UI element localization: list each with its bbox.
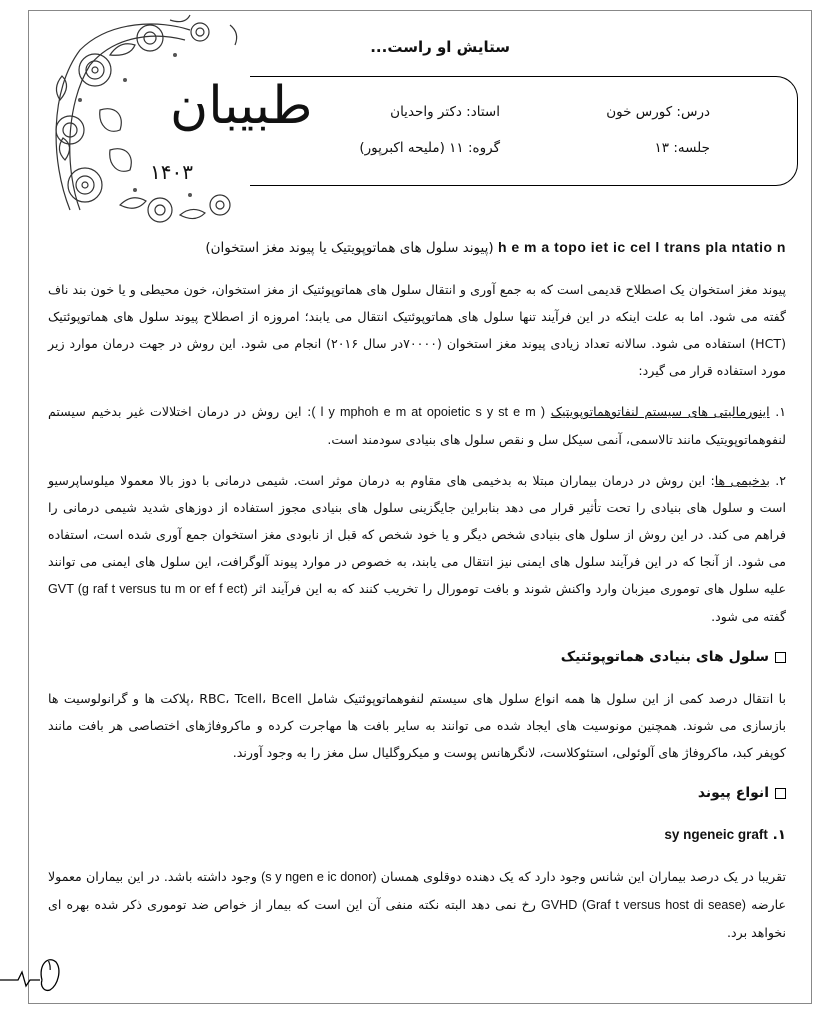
header-box [250, 76, 798, 186]
session-label: جلسه: ۱۳ [654, 140, 710, 156]
year-label: ۱۴۰۳ [150, 160, 193, 184]
item-term: بدخیمی ها [714, 473, 770, 488]
group-label: گروه: ۱۱ (ملیحه اکبرپور) [359, 140, 500, 156]
brand-logo: طبیبان [170, 76, 313, 136]
teacher-label: استاد: دکتر واحدیان [390, 104, 500, 120]
item-number: ۱. [775, 404, 786, 419]
blessing-text: ستایش او راست... [370, 38, 510, 56]
intro-paragraph: پیوند مغز استخوان یک اصطلاح قدیمی است که به جمع آوری و انتقال سلول های هماتوپوئتیک از مغز استخوان، خون محیطی و یا خون بند ناف گفته می شود. اما به علت اینکه در این فرآیند تنها سلول های هماتوپوئتیک انتقال می یابند؛ امروزه از اصطلاح پیوند سلول های هماتوپوئتیک (HCT) استفاده می شود. سالانه تعداد زیادی پیوند مغز استخوان (۷۰۰۰۰در سال ۲۰۱۶) انجام می شود. این روش در جهت درمان موارد زیر مورد استفاده قرار می گیرد: [48, 282, 786, 378]
page-number: ۱ [46, 958, 54, 974]
donor-latin: (s y ngen e ic donor) [261, 870, 377, 884]
document-body [48, 234, 786, 960]
stem-cells-paragraph: با انتقال درصد کمی از این سلول ها همه انواع سلول های سیستم لنفوهماتوپوئتیک شامل RBC، Tcell، Bcell ،پلاکت ها و گرانولوسیت ها بازسازی می شوند. همچنین مونوسیت های ایجاد شده می توانند به سایر بافت ها مهاجرت کرده و ماکروفاژهای اختصاصی هر بافت مانند کوپفر کبد، ماکروفاژ های آلوئولی، استئوکلاست، لانگرهانس پوست و میکروگلیال سل مغز را به وجود آورند. [48, 691, 786, 760]
document-title [48, 234, 786, 262]
item-text: : این روش در درمان اختلالات غیر بدخیم سیستم لنفوهماتوپویتیک مانند تالاسمی، آنمی سیکل سل و نقص سلول های بنیادی سودمند است. [48, 404, 786, 447]
item-term: اینورمالیتی های سیستم لنفاتوهماتوپویتیک [550, 404, 770, 419]
course-label: درس: کورس خون [606, 104, 710, 120]
heartbeat-icon [0, 950, 70, 1000]
gvhd-latin: GVHD (Graf t versus host di sease) [540, 898, 746, 912]
item-number: ۲. [775, 473, 786, 488]
list-item [48, 467, 786, 630]
section-heading-graft-types: انواع پیوند [48, 780, 786, 807]
section-heading-stem-cells: سلول های بنیادی هماتوپوئتیک [48, 644, 786, 671]
syngeneic-paragraph: تقریبا در یک درصد بیماران این شانس وجود دارد که یک دهنده دوقلوی همسان (s y ngen e ic donor) وجود داشته باشد. در این بیماران معمولا عارضه GVHD (Graf t versus host di sease) رخ نمی دهد البته نکته منفی آن این است که بیمار از خواص ضد توموری ذکر شده بهره ای نخواهد برد. [48, 869, 786, 940]
checkbox-square-icon [775, 652, 786, 663]
checkbox-square-icon [775, 788, 786, 799]
list-item [48, 398, 786, 453]
item-tail: گفته می شود. [711, 609, 786, 624]
sub-latin: sy ngeneic graft [664, 827, 768, 842]
title-latin: h e m a topo iet ic cel l trans pla ntatio n [497, 239, 786, 255]
item-latin: GVT (g raf t versus tu m or ef f ect) [48, 582, 248, 596]
subheading-syngeneic [48, 821, 786, 849]
sub-number: ۱. [772, 827, 786, 843]
title-persian: (پیوند سلول های هماتوپویتیک یا پیوند مغز استخوان) [205, 240, 494, 256]
item-text: : این روش در درمان بیماران مبتلا به بدخیمی های مقاوم به درمان موثر است. شیمی درمانی با دوز بالا معمولا میلوساپرسیو است و سلول های بنیادی را تحت تأثیر قرار می دهد بنابراین جایگزینی سلول های بنیادی مجوز استفاده از دوزهای شدید شیمی درمانی را فراهم می کند. در این روش از سلول های بنیادی شخص دیگر و یا خود شخص که قبل از نابودی مغز استخوان جمع آوری شده است، استفاده می شود. از آنجا که در این فرآیند سلول های ایمنی نیز انتقال می یابند، به خصوص در موارد پیوند آلوگرافت، این سلول های ایمنی می توانند علیه سلول های توموری میزبان وارد واکنش شوند و بافت تومورال را تخریب کنند که به این فرآیند اثر [48, 473, 786, 596]
item-latin: ( l y mphoh e m at opoietic s y st e m ) [311, 405, 546, 419]
